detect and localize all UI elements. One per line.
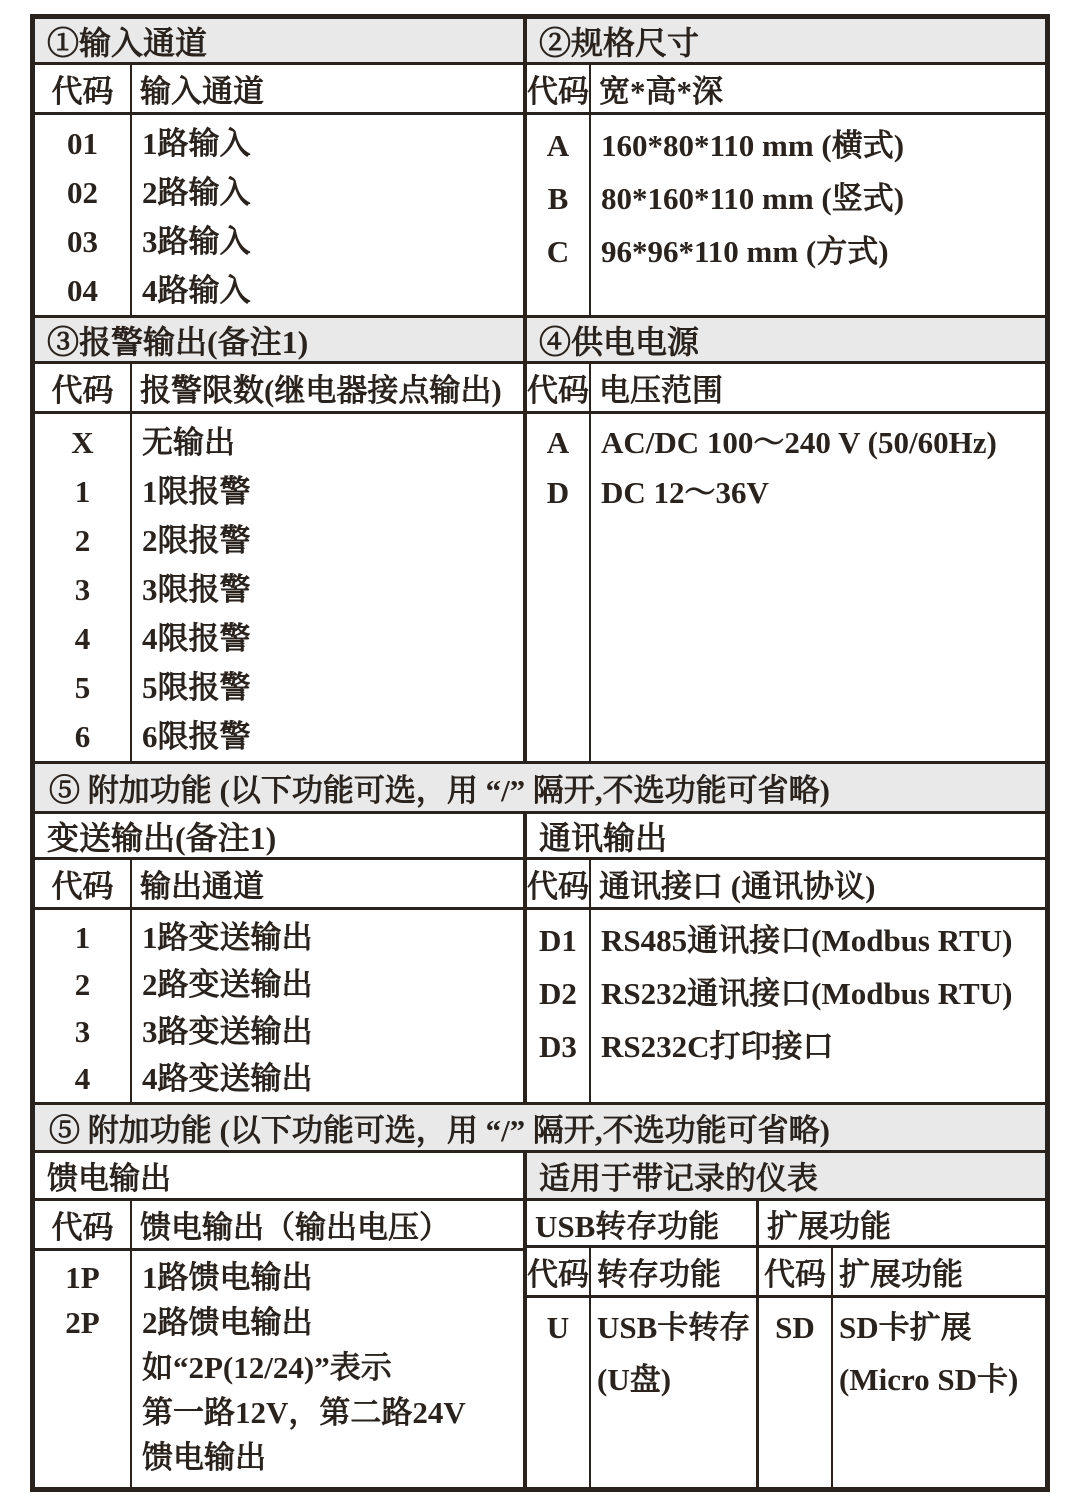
band-transmit-comm [35,811,1045,1102]
code-column [527,414,591,761]
desc-header-cell: 电压范围 [599,373,723,408]
section-title-additional-functions-2: ⑤ 附加功能 (以下功能可选，用 “/” 隔开,不选功能可省略) [35,1102,1045,1150]
band-feed-record-body [35,1198,1045,1487]
code-column [759,1298,833,1487]
section-title-input: ①输入通道 [35,19,523,65]
code-cell: 02 [67,175,98,210]
section-power-supply [527,318,1045,761]
desc-header-cell: 转存功能 [597,1257,721,1292]
desc-cell: AC/DC 100～240 V (50/60Hz) [601,425,997,460]
desc-cell: SD卡扩展 [839,1310,972,1345]
desc-column [591,910,1045,1102]
subheader-alarm [35,364,523,414]
code-cell: A [546,128,570,163]
code-cell: 6 [74,719,91,754]
code-header-cell: 代码 [527,364,591,411]
band-feed-record-headers [35,1150,1045,1198]
desc-header-cell: 宽*高*深 [599,74,723,109]
desc-cell: 3限报警 [142,572,251,607]
desc-cell: 1限报警 [142,474,251,509]
code-cell: 1 [74,920,91,955]
code-cell: 2P [65,1305,100,1340]
body-alarm [35,414,523,761]
body-feed [35,1251,523,1487]
desc-header-cell: 报警限数(继电器接点输出) [140,373,502,408]
section-record-functions [527,1201,1045,1487]
code-header-cell: 代码 [527,65,591,112]
subheader-usb [527,1248,756,1298]
desc-cell: 2路输入 [142,175,251,210]
desc-header-cell: 通讯接口 (通讯协议) [599,869,876,904]
section-title-additional-functions-1: ⑤ 附加功能 (以下功能可选，用 “/” 隔开,不选功能可省略) [35,761,1045,811]
group-usb-transfer [527,1201,759,1487]
code-cell: 03 [67,224,98,259]
desc-cell: 160*80*110 mm (横式) [601,128,905,163]
desc-cell: 2路馈电输出 [142,1305,313,1340]
body-dimensions [527,115,1045,315]
section-title-feed: 馈电输出 [47,1161,171,1196]
code-header-cell: 代码 [527,860,591,907]
desc-cell: 4路变送输出 [142,1061,313,1096]
code-cell: 3 [74,1014,91,1049]
desc-column [132,910,523,1102]
code-cell: U [546,1310,570,1345]
code-header-cell: 代码 [35,860,132,907]
subheader-input [35,65,523,115]
body-power [527,414,1045,761]
desc-cell: 1路变送输出 [142,920,313,955]
code-header-cell: 代码 [527,1248,591,1295]
desc-header-cell: 馈电输出（输出电压） [140,1210,450,1245]
subheader-transmit [35,860,523,910]
body-comm [527,910,1045,1102]
code-cell: B [547,181,569,216]
note-line: 第一路12V，第二路24V [142,1395,466,1430]
section-title-dimensions: ②规格尺寸 [527,19,1045,65]
section-title-record-wrap [527,1153,1045,1198]
section-comm-output [527,814,1045,1102]
body-ext [759,1298,1045,1487]
code-cell: SD [775,1310,815,1345]
section-alarm-output [35,318,527,761]
body-input [35,115,523,315]
body-usb [527,1298,756,1487]
ordering-spec-table [30,14,1050,1492]
desc-column [591,115,1045,315]
desc-cell: 3路输入 [142,224,251,259]
code-column [35,910,132,1102]
section-title-comm: 通讯输出 [527,814,1045,860]
desc-header-cell: 扩展功能 [839,1257,963,1292]
code-cell: 1P [65,1260,100,1295]
note-line: 如“2P(12/24)”表示 [142,1350,392,1385]
desc-cell: 1路输入 [142,126,251,161]
code-cell: 2 [74,523,91,558]
code-cell: 3 [74,572,91,607]
code-cell: C [546,234,570,269]
subheader-feed [35,1201,523,1251]
desc-cell: RS485通讯接口(Modbus RTU) [601,923,1013,958]
code-column [35,115,132,315]
section-dimensions [527,19,1045,315]
desc-header-cell: 输入通道 [140,74,264,109]
code-cell: 4 [74,621,91,656]
code-header-cell: 代码 [35,65,132,112]
desc-cell: 无输出 [142,425,235,460]
code-cell: 2 [74,967,91,1002]
section-title-feed-wrap [35,1153,527,1198]
code-column [35,414,132,761]
code-cell: 04 [67,273,98,308]
subheader-dimensions [527,65,1045,115]
group-sd-extension [759,1201,1045,1487]
code-header-cell: 代码 [35,1201,132,1248]
note-line: 馈电输出 [142,1440,266,1475]
section-title-record: 适用于带记录的仪表 [527,1153,1045,1198]
desc-cell: USB卡转存 [597,1310,751,1345]
code-header-cell: 代码 [759,1248,833,1295]
desc-cell: 3路变送输出 [142,1014,313,1049]
ext-group-title: 扩展功能 [759,1201,1045,1248]
code-column [527,115,591,315]
desc-column [132,1251,523,1487]
subheader-comm [527,860,1045,910]
desc-cell: 4路输入 [142,273,251,308]
desc-cell: 5限报警 [142,670,251,705]
code-cell: D2 [539,976,577,1011]
desc-cell: 96*96*110 mm (方式) [601,234,889,269]
section-title-power: ④供电电源 [527,318,1045,364]
desc-cell: 4限报警 [142,621,251,656]
subheader-power [527,364,1045,414]
code-column [527,1298,591,1487]
desc-column [132,115,523,315]
desc-header-cell: 输出通道 [140,869,264,904]
code-header-cell: 代码 [35,364,132,411]
body-transmit [35,910,523,1102]
code-column [35,1251,132,1487]
desc-cell: 2限报警 [142,523,251,558]
desc-column [591,414,1045,761]
section-title-transmit: 变送输出(备注1) [35,814,523,860]
code-cell: D1 [539,923,577,958]
code-cell: 1 [74,474,91,509]
band-alarm-power [35,315,1045,761]
desc-cell: DC 12～36V [601,475,769,510]
code-column [527,910,591,1102]
section-transmit-output [35,814,527,1102]
desc-cell: 6限报警 [142,719,251,754]
code-cell: D [546,475,570,510]
section-feed-output [35,1201,527,1487]
usb-group-title: USB转存功能 [527,1201,756,1248]
desc-cell: 80*160*110 mm (竖式) [601,181,905,216]
band-input-size [35,19,1045,315]
code-cell: 01 [67,126,98,161]
desc-cell: (Micro SD卡) [839,1362,1019,1397]
code-cell: 5 [74,670,91,705]
code-cell: D3 [539,1029,577,1064]
code-cell: 4 [74,1061,91,1096]
desc-column [591,1298,756,1487]
desc-column [833,1298,1045,1487]
code-cell: X [71,425,94,460]
desc-cell: RS232C打印接口 [601,1029,834,1064]
section-title-alarm: ③报警输出(备注1) [35,318,523,364]
subheader-ext [759,1248,1045,1298]
desc-cell: 1路馈电输出 [142,1260,313,1295]
section-input-channels [35,19,527,315]
desc-cell: 2路变送输出 [142,967,313,1002]
code-cell: A [546,425,570,460]
desc-cell: RS232通讯接口(Modbus RTU) [601,976,1013,1011]
desc-cell: (U盘) [597,1362,672,1397]
desc-column [132,414,523,761]
